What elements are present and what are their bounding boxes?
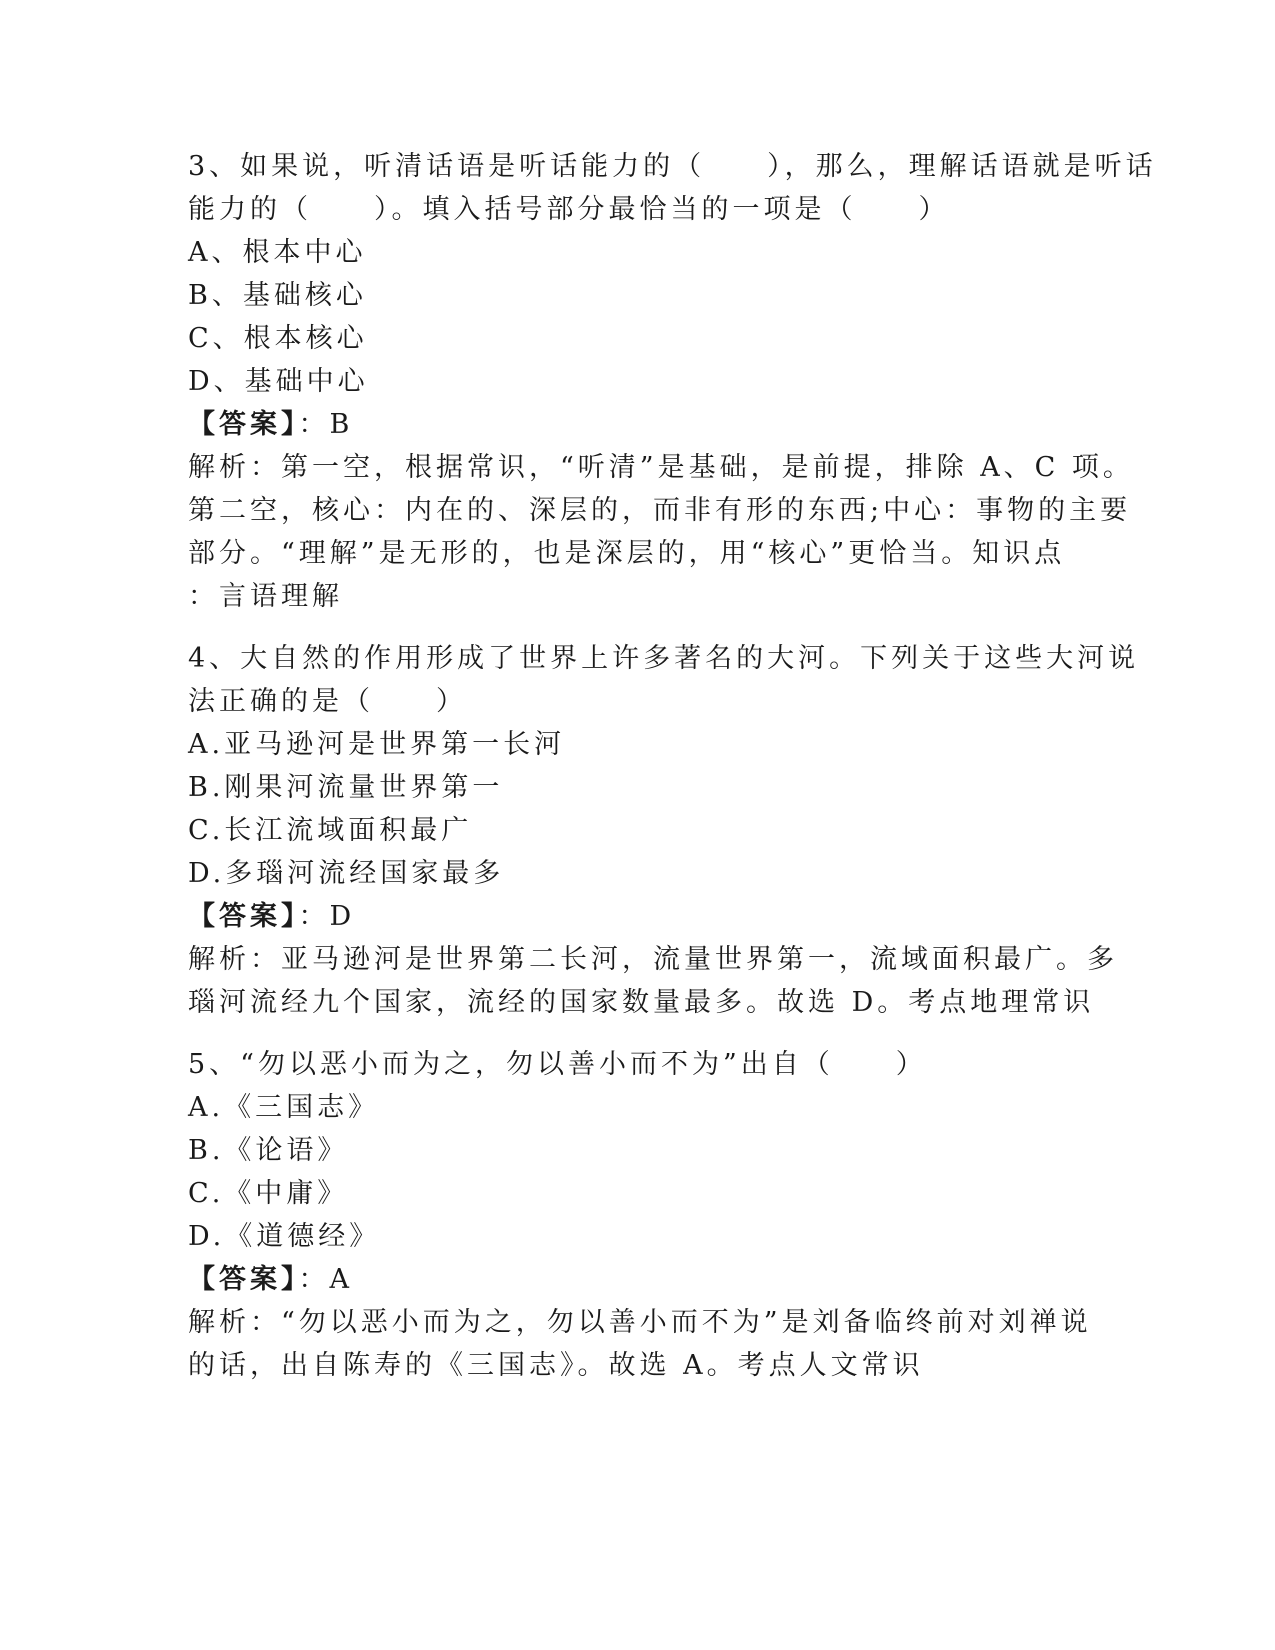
question-stem-line: 4、大自然的作用形成了世界上许多著名的大河。下列关于这些大河说 [188,643,1140,674]
analysis-line: 解析：亚马逊河是世界第二长河，流量世界第一，流域面积最广。多 [188,944,1118,975]
option-d: D.多瑙河流经国家最多 [188,858,505,889]
question-5 [188,1043,1092,1387]
answer-line [188,895,1088,938]
analysis-line: 解析：第一空，根据常识，“听清”是基础，是前提，排除 A、C 项。 [188,452,1134,483]
answer-value: ：B [298,409,354,440]
question-stem-line: 3、如果说，听清话语是听话能力的（ ），那么，理解话语就是听话 [188,151,1157,182]
answer-label: 【答案】 [188,409,299,440]
question-stem-line: 法正确的是（ ） [188,686,467,717]
answer-value: ：A [298,1264,353,1295]
analysis-line: 解析：“勿以恶小而为之，勿以善小而不为”是刘备临终前对刘禅说 [188,1307,1092,1338]
analysis-line: 第二空，核心：内在的、深层的，而非有形的东西;中心：事物的主要 [188,495,1132,526]
option-c: C.长江流域面积最广 [188,815,473,846]
question-3 [188,145,1157,618]
question-stem-line: 5、“勿以恶小而为之，勿以善小而不为”出自（ ） [188,1049,927,1080]
option-a: A.亚马逊河是世界第一长河 [188,729,566,760]
answer-line [188,1258,1088,1301]
answer-label: 【答案】 [188,901,299,932]
option-b: B.刚果河流量世界第一 [188,772,504,803]
option-d: D、基础中心 [188,366,369,397]
answer-label: 【答案】 [188,1264,299,1295]
answer-value: ：D [298,901,356,932]
option-b: B、基础核心 [188,280,367,311]
answer-line [188,403,1088,446]
question-4 [188,637,1140,1024]
analysis-line: 部分。“理解”是无形的，也是深层的，用“核心”更恰当。知识点 [188,538,1066,569]
question-stem-line: 能力的（ ）。填入括号部分最恰当的一项是（ ） [188,194,950,225]
option-a: A.《三国志》 [188,1092,380,1123]
document-page [188,145,1157,1387]
analysis-line: ：言语理解 [188,581,343,612]
analysis-line: 的话，出自陈寿的《三国志》。故选 A。考点人文常识 [188,1350,924,1381]
option-d: D.《道德经》 [188,1221,381,1252]
option-a: A、根本中心 [188,237,367,268]
analysis-line: 瑙河流经九个国家，流经的国家数量最多。故选 D。考点地理常识 [188,987,1095,1018]
option-c: C.《中庸》 [188,1178,349,1209]
option-b: B.《论语》 [188,1135,349,1166]
option-c: C、根本核心 [188,323,368,354]
